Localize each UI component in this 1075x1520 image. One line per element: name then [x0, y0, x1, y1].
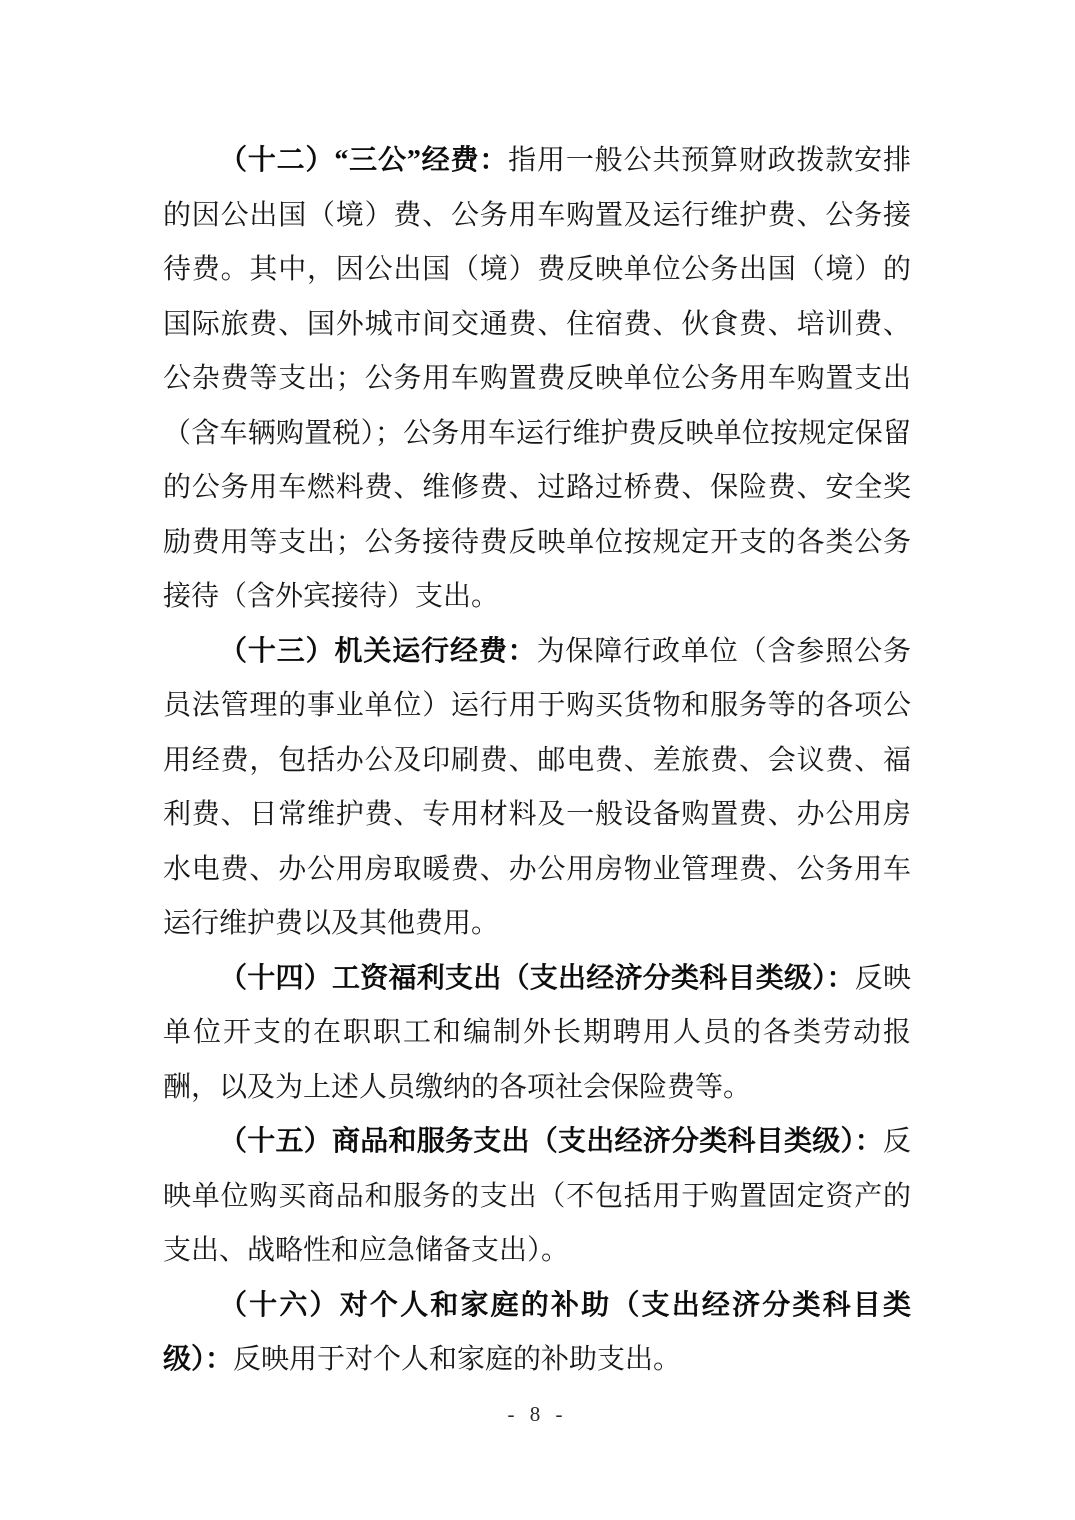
term-paragraph-12 — [163, 134, 911, 625]
term-definition: 为保障行政单位（含参照公务员法管理的事业单位）运行用于购买货物和服务等的各项公用经费，包括办公及印刷费、邮电费、差旅费、会议费、福利费、日常维护费、专用材料及一般设备购置费、办公用房水电费、办公用房取暖费、办公用房物业管理费、公务用车运行维护费以及其他费用。 — [163, 635, 911, 939]
term-paragraph-13 — [163, 625, 911, 952]
term-title: （十五）商品和服务支出（支出经济分类科目类级）： — [219, 1126, 883, 1157]
term-title: （十六）对个人和家庭的补助（支出经济分类科目类级）： — [163, 1289, 911, 1375]
term-definition: 反映单位购买商品和服务的支出（不包括用于购置固定资产的支出、战略性和应急储备支出）。 — [163, 1126, 911, 1266]
term-title: （十二）“三公”经费： — [219, 145, 509, 176]
term-paragraph-16 — [163, 1279, 911, 1388]
term-definition: 反映单位开支的在职职工和编制外长期聘用人员的各类劳动报酬，以及为上述人员缴纳的各项社会保险费等。 — [163, 962, 911, 1103]
term-title: （十四）工资福利支出（支出经济分类科目类级）： — [219, 962, 855, 994]
term-paragraph-15 — [163, 1115, 911, 1279]
page-number: - 8 - — [507, 1402, 568, 1426]
document-body — [163, 134, 911, 1388]
page-footer — [0, 1402, 1075, 1427]
term-paragraph-14 — [163, 952, 911, 1116]
term-definition: 反映用于对个人和家庭的补助支出。 — [233, 1344, 682, 1375]
term-title: （十三）机关运行经费： — [219, 635, 537, 667]
term-definition: 指用一般公共预算财政拨款安排的因公出国（境）费、公务用车购置及运行维护费、公务接待费。其中，因公出国（境）费反映单位公务出国（境）的国际旅费、国外城市间交通费、住宿费、伙食费、培训费、公杂费等支出；公务用车购置费反映单位公务用车购置支出（含车辆购置税）；公务用车运行维护费反映单位按规定保留的公务用车燃料费、维修费、过路过桥费、保险费、安全奖励费用等支出；公务接待费反映单位按规定开支的各类公务接待（含外宾接待）支出。 — [163, 145, 911, 612]
